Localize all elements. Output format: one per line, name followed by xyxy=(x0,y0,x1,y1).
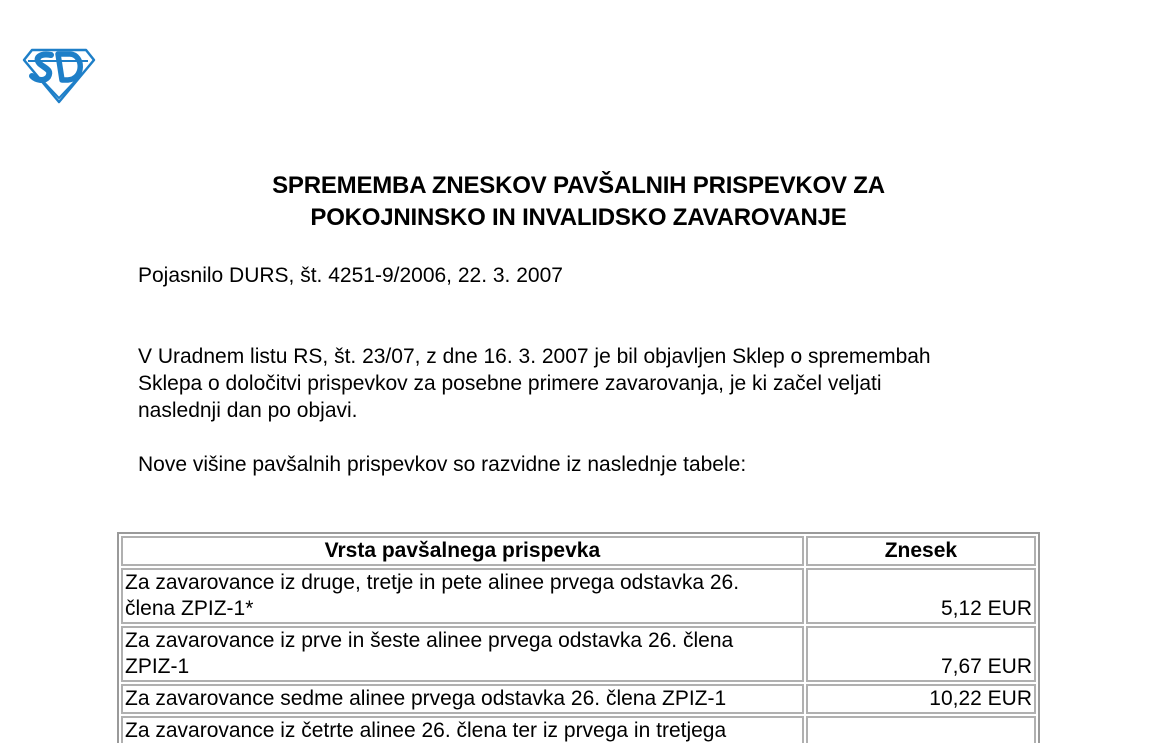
table-row xyxy=(121,684,1036,714)
header-type: Vrsta pavšalnega prispevka xyxy=(121,536,804,566)
table-row xyxy=(121,716,1036,743)
row-label-line: člena ZPIZ-1* xyxy=(125,597,254,620)
contributions-table xyxy=(117,532,1040,743)
paragraph-line-3: naslednji dan po objavi. xyxy=(138,399,358,422)
table-row xyxy=(121,626,1036,682)
document-reference: Pojasnilo DURS, št. 4251-9/2006, 22. 3. 2007 xyxy=(138,264,563,287)
row-amount: 7,67 EUR xyxy=(806,626,1036,682)
row-label xyxy=(121,716,804,743)
row-amount: 5,12 EUR xyxy=(806,568,1036,624)
row-label xyxy=(121,684,804,714)
row-label-line: ZPIZ-1 xyxy=(125,655,190,678)
table-header-row xyxy=(121,536,1036,566)
title-line-1: SPREMEMBA ZNESKOV PAVŠALNIH PRISPEVKOV ZA xyxy=(272,172,885,199)
row-label xyxy=(121,626,804,682)
row-label-line: Za zavarovance iz druge, tretje in pete alinee prvega odstavka 26. xyxy=(125,571,740,594)
table-intro: Nove višine pavšalnih prispevkov so razvidne iz naslednje tabele: xyxy=(138,453,747,476)
row-label xyxy=(121,568,804,624)
contributions-table-wrapper xyxy=(117,532,1040,743)
row-amount xyxy=(806,716,1036,743)
document-title xyxy=(0,170,1157,234)
body-paragraph xyxy=(138,343,1038,424)
row-amount: 10,22 EUR xyxy=(806,684,1036,714)
row-label-line: Za zavarovance iz četrte alinee 26. člena ter iz prvega in tretjega xyxy=(125,719,727,742)
header-amount: Znesek xyxy=(806,536,1036,566)
paragraph-line-2: Sklepa o določitvi prispevkov za posebne primere zavarovanja, je ki začel veljati xyxy=(138,372,882,395)
row-label-line: Za zavarovance sedme alinee prvega odstavka 26. člena ZPIZ-1 xyxy=(125,687,727,710)
title-line-2: POKOJNINSKO IN INVALIDSKO ZAVAROVANJE xyxy=(310,204,847,231)
sd-logo-icon xyxy=(22,46,96,104)
row-label-line: Za zavarovance iz prve in šeste alinee prvega odstavka 26. člena xyxy=(125,629,734,652)
table-row xyxy=(121,568,1036,624)
paragraph-line-1: V Uradnem listu RS, št. 23/07, z dne 16. 3. 2007 je bil objavljen Sklep o spremembah xyxy=(138,345,931,368)
